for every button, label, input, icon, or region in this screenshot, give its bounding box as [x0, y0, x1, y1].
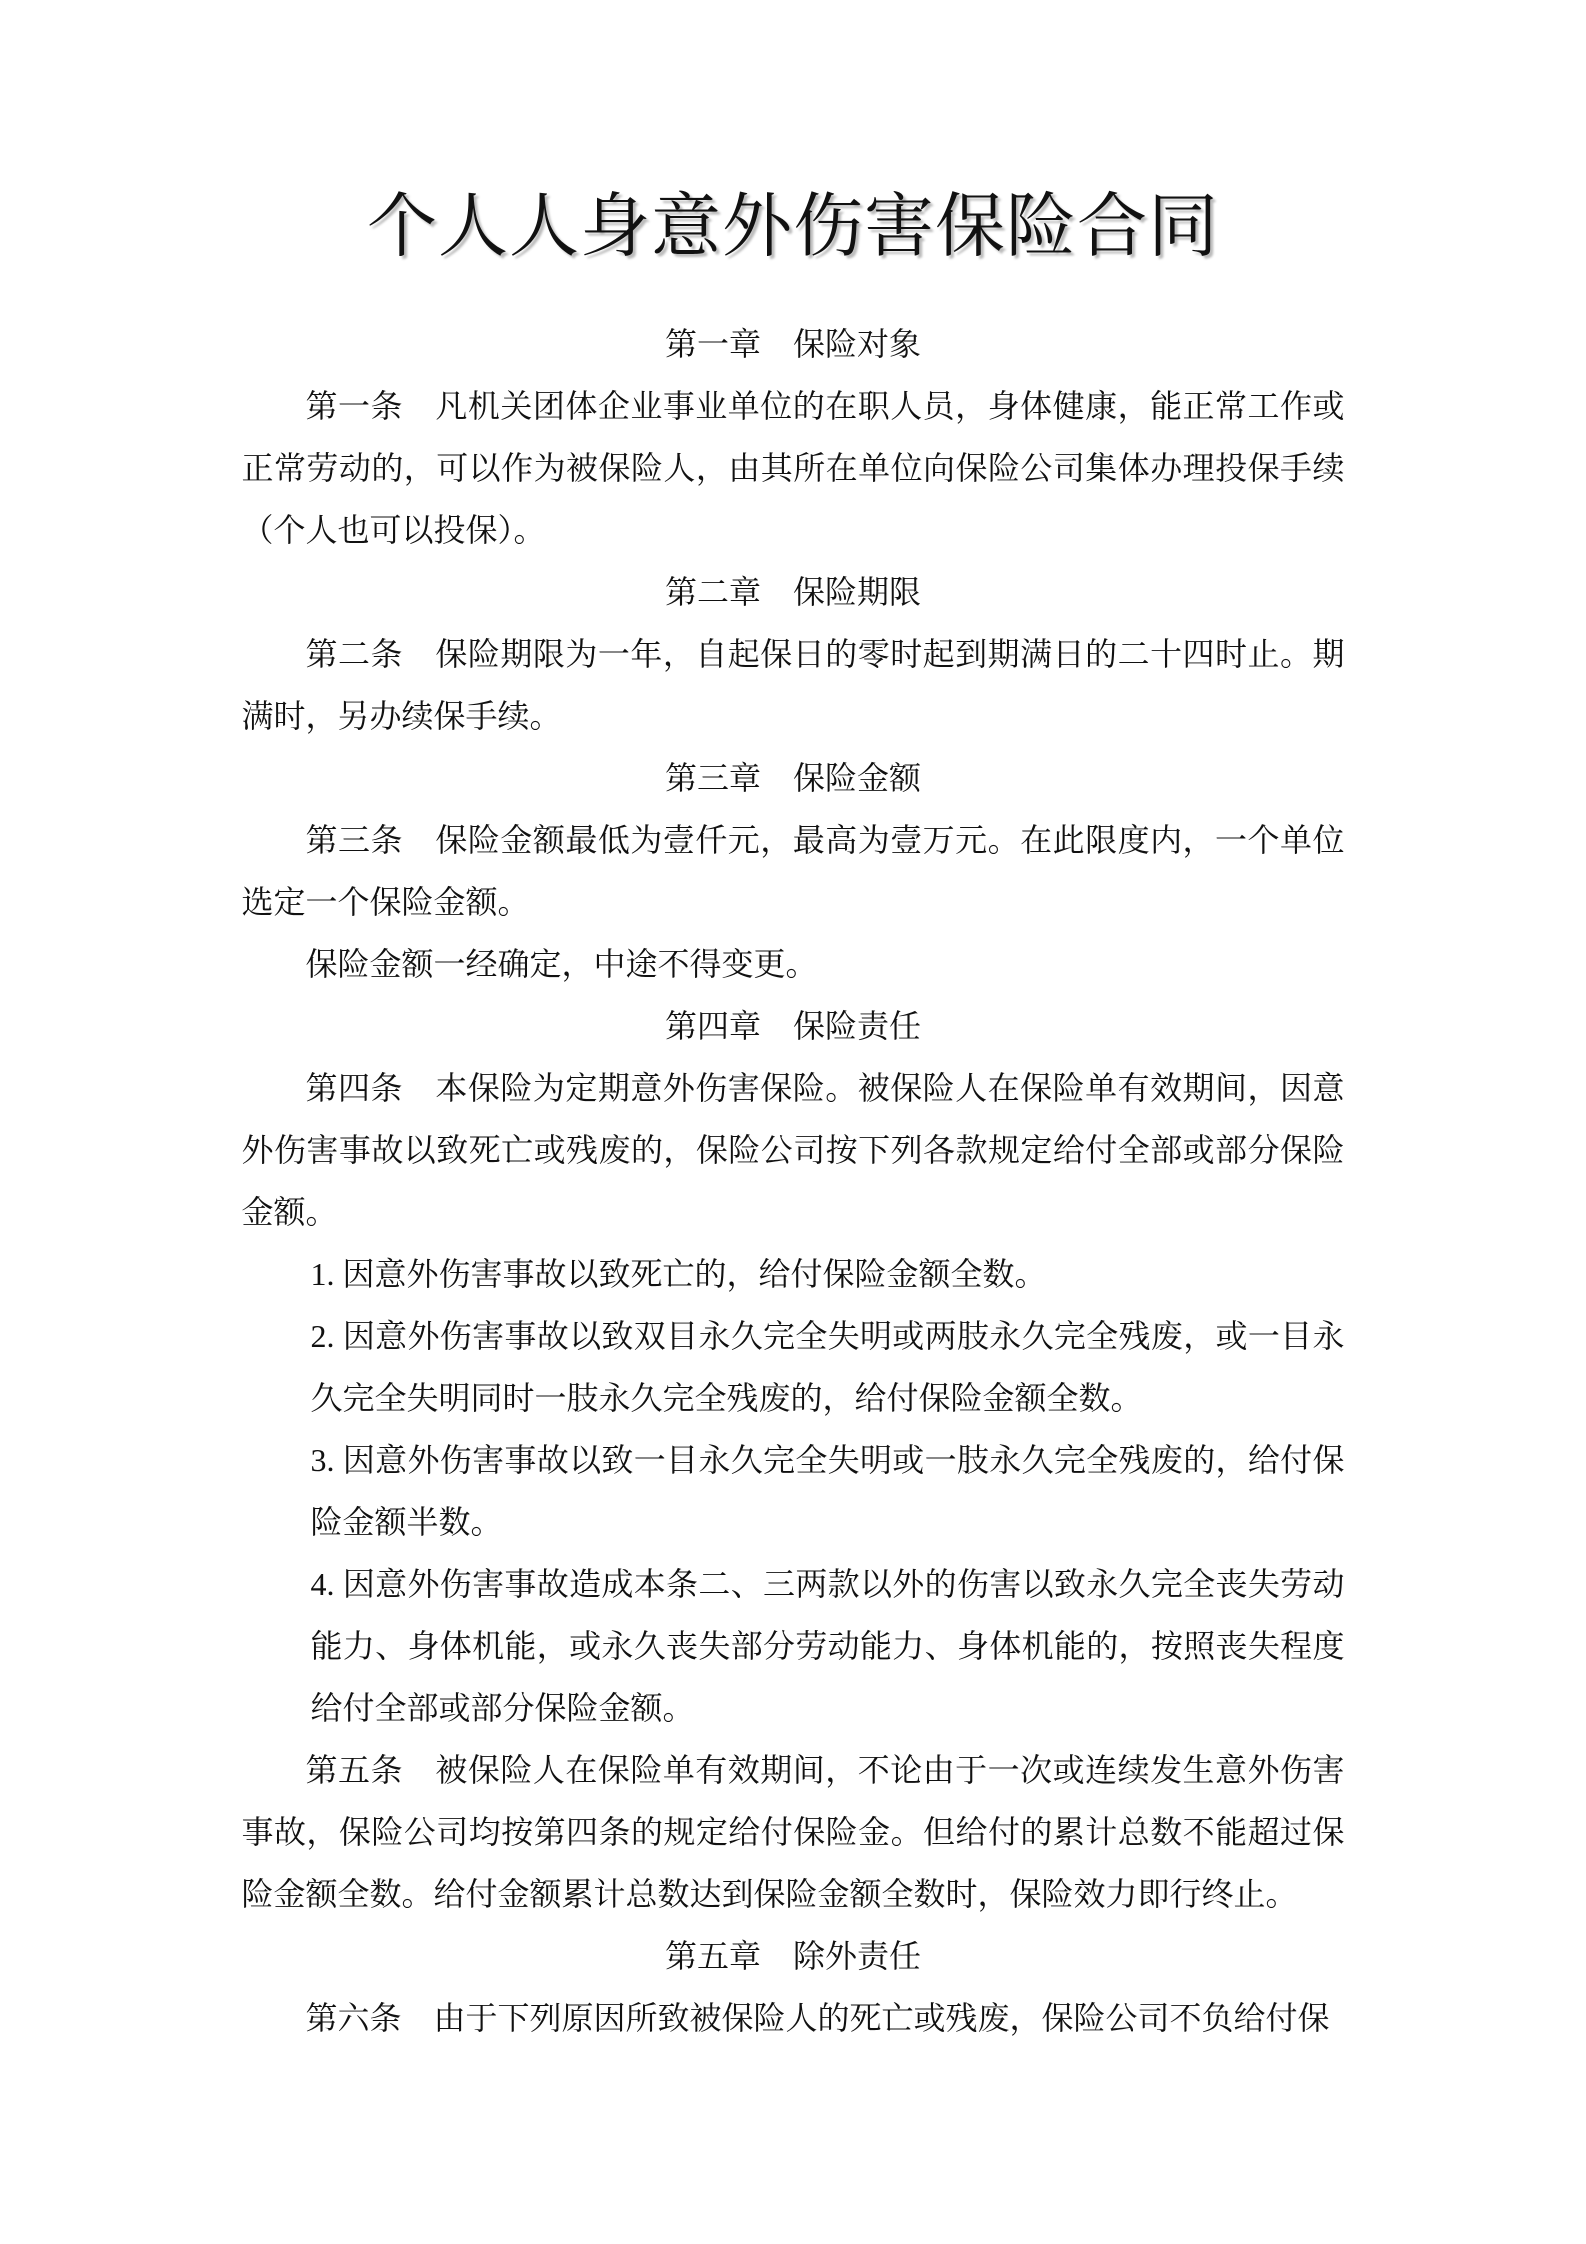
chapter-heading: 第三章 保险金额 [664, 760, 921, 796]
list-item: 2. 因意外伤害事故以致双目永久完全失明或两肢永久完全残废，或一目永久完全失明同时一肢永久完全残废的，给付保险金额全数。 [310, 1318, 1345, 1416]
paragraph: 保险金额一经确定，中途不得变更。 [305, 946, 818, 982]
list-item: 1. 因意外伤害事故以致死亡的，给付保险金额全数。 [310, 1256, 1047, 1292]
chapter-heading: 第五章 除外责任 [664, 1938, 921, 1974]
paragraph: 第一条 凡机关团体企业事业单位的在职人员，身体健康，能正常工作或正常劳动的，可以作为被保险人，由其所在单位向保险公司集体办理投保手续（个人也可以投保）。 [241, 388, 1345, 548]
document-title: 个人人身意外伤害保险合同 [367, 189, 1219, 266]
document-content [242, 0, 1345, 2049]
chapter-heading: 第四章 保险责任 [664, 1008, 921, 1044]
paragraph: 第五条 被保险人在保险单有效期间，不论由于一次或连续发生意外伤害事故，保险公司均按第四条的规定给付保险金。但给付的累计总数不能超过保险金额全数。给付金额累计总数达到保险金额全数时，保险效力即行终止。 [241, 1752, 1345, 1912]
list-item: 3. 因意外伤害事故以致一目永久完全失明或一肢永久完全残废的，给付保险金额半数。 [310, 1442, 1345, 1540]
list-item: 4. 因意外伤害事故造成本条二、三两款以外的伤害以致永久完全丧失劳动能力、身体机能，或永久丧失部分劳动能力、身体机能的，按照丧失程度给付全部或部分保险金额。 [310, 1566, 1345, 1726]
paragraph: 第二条 保险期限为一年，自起保日的零时起到期满日的二十四时止。期满时，另办续保手续。 [241, 636, 1345, 734]
paragraph: 第三条 保险金额最低为壹仟元，最高为壹万元。在此限度内，一个单位选定一个保险金额。 [241, 822, 1345, 920]
document-body [242, 313, 1345, 2049]
chapter-heading: 第一章 保险对象 [664, 326, 921, 362]
paragraph: 第四条 本保险为定期意外伤害保险。被保险人在保险单有效期间，因意外伤害事故以致死亡或残废的，保险公司按下列各款规定给付全部或部分保险金额。 [241, 1070, 1345, 1230]
paragraph: 第六条 由于下列原因所致被保险人的死亡或残废，保险公司不负给付保 [305, 2000, 1330, 2036]
chapter-heading: 第二章 保险期限 [664, 574, 921, 610]
